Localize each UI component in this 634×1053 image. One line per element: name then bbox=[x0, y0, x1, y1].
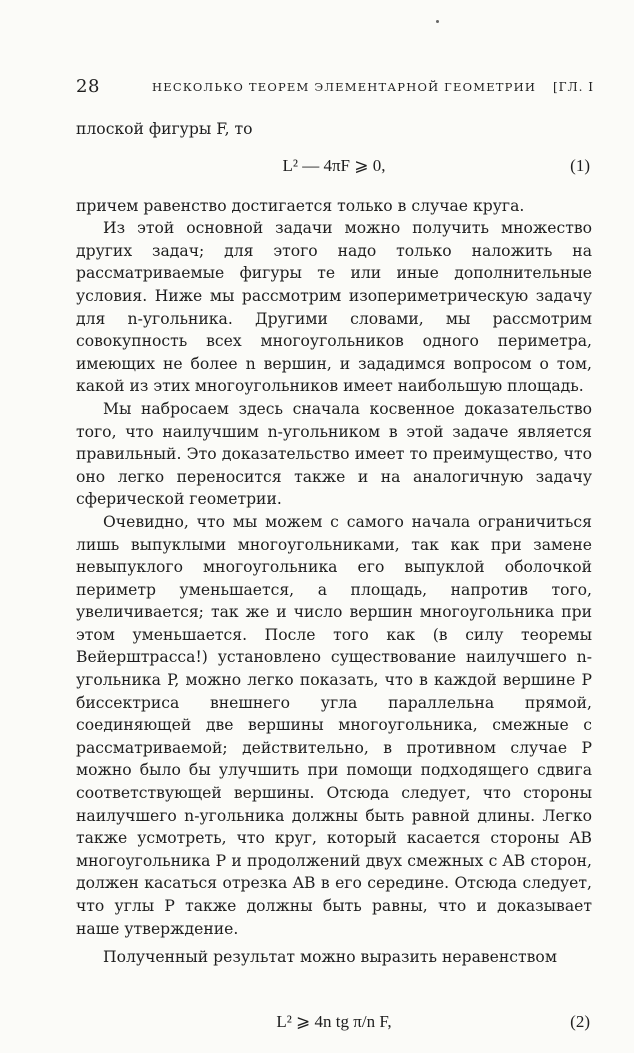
paragraph-4: Очевидно, что мы можем с самого начала ограничиться лишь выпуклыми многоугольниками, так как при замене невыпуклого многоугольника его выпуклой оболочкой периметр уменьшается, а площадь, напротив того, увеличивается; так же и число вершин многоугольника при этом уменьшается. После того как (в силу теоремы Вейерштрасса!) установлено существование наилучшего n-угольника P, можно легко показать, что в каждой вершине P биссектриса внешнего угла параллельна прямой, соединяющей две вершины многоугольника, смежные с рассматриваемой; действительно, в противном случае P можно было бы улучшить при помощи подходящего сдвига соответствующей вершины. Отсюда следует, что стороны наилучшего n-угольника должны быть равной длины. Легко также усмотреть, что круг, который касается стороны AB многоугольника P и продолжений двух смежных с AB сторон, должен касаться отрезка AB в его середине. Отсюда следует, что углы P также должны быть равны, что и доказывает наше утверждение. bbox=[76, 512, 592, 938]
body-text bbox=[76, 118, 592, 1053]
page-number: 28 bbox=[76, 76, 100, 97]
paragraph-2: Из этой основной задачи можно получить множество других задач; для этого надо только наложить на рассматриваемые фигуры те или иные дополнительные условия. Ниже мы рассмотрим изопериметрическую задачу для n-угольника. Другими словами, мы рассмотрим совокупность всех многоугольников одного периметра, имеющих не более n вершин, и зададимся вопросом о том, какой из этих многоугольников имеет наибольшую площадь. bbox=[76, 219, 592, 396]
formula-1-expression: L² — 4πF ⩾ 0, bbox=[282, 155, 386, 175]
paragraph-3: Мы набросаем здесь сначала косвенное доказательство того, что наилучшим n-угольником в этой задаче является правильный. Это доказательство имеет то преимущество, что оно легко переносится также и на аналогичную задачу сферической геометрии. bbox=[76, 399, 592, 509]
formula-2-number: (2) bbox=[570, 1011, 590, 1031]
paragraph-1: причем равенство достигается только в случае круга. bbox=[76, 196, 525, 215]
paragraph-continuation: плоской фигуры F, то bbox=[76, 120, 253, 138]
paragraph-5: Полученный результат можно выразить неравенством bbox=[103, 948, 557, 967]
page-header bbox=[76, 76, 596, 100]
formula-2 bbox=[76, 997, 592, 1045]
formula-1 bbox=[76, 147, 592, 187]
formula-2-expression: L² ⩾ 4n tg π/n F, bbox=[276, 1011, 392, 1031]
speck bbox=[436, 20, 439, 23]
chapter-mark: [ГЛ. I bbox=[552, 80, 594, 94]
formula-1-number: (1) bbox=[570, 155, 590, 175]
running-title: НЕСКОЛЬКО ТЕОРЕМ ЭЛЕМЕНТАРНОЙ ГЕОМЕТРИИ bbox=[152, 80, 537, 94]
